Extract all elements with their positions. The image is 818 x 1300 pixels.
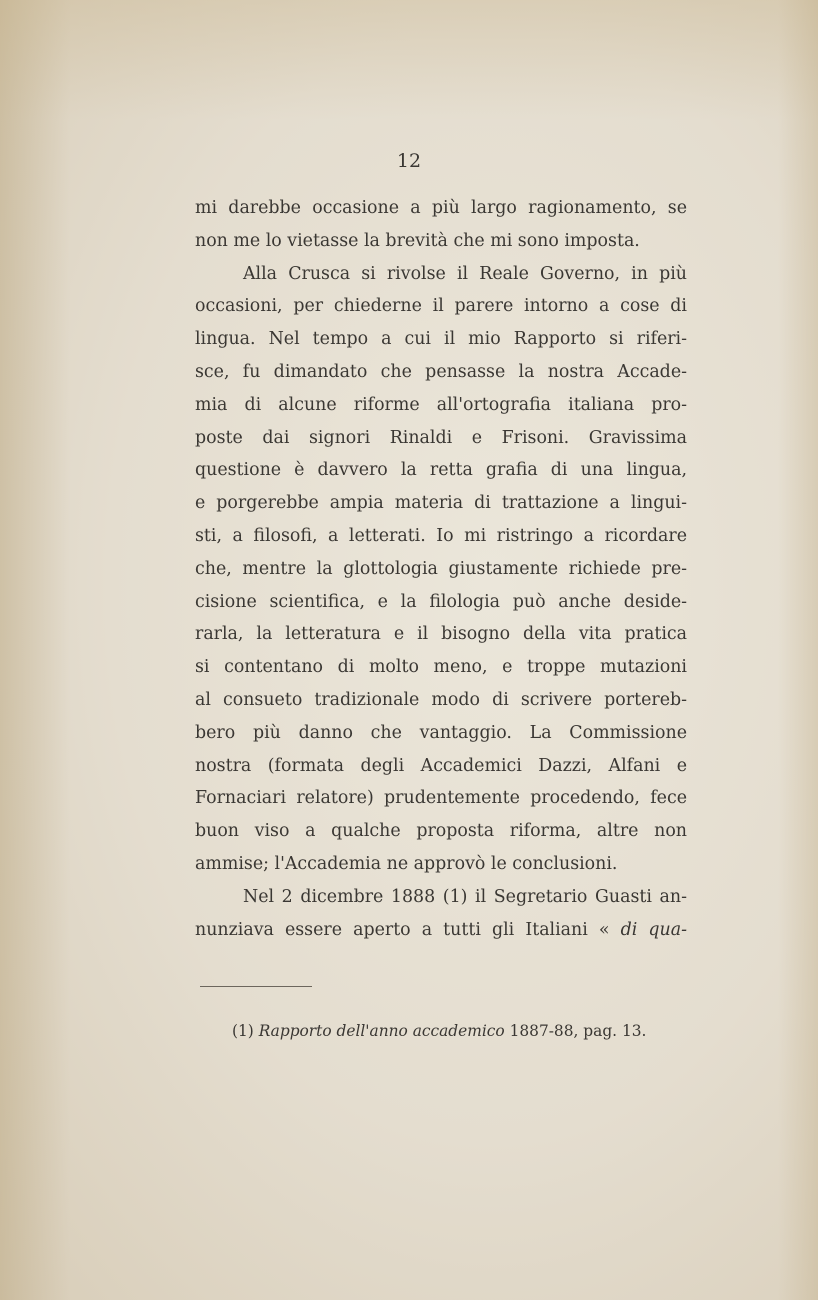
text-line: cisione scientifica, e la filologia può anche deside- (195, 591, 687, 612)
text-line: e porgerebbe ampia materia di trattazione a lingui- (195, 493, 687, 514)
text-line: nostra (formata degli Accademici Dazzi, Alfani e (195, 755, 687, 776)
text-line: che, mentre la glottologia giustamente richiede pre- (195, 558, 687, 579)
footnote-title: Rapporto dell'anno accademico (258, 1022, 505, 1040)
text-line: si contentano di molto meno, e troppe mutazioni (195, 657, 687, 678)
text-line: rarla, la letteratura e il bisogno della vita pratica (195, 624, 687, 645)
footnote-rule (200, 986, 312, 987)
page-number: 12 (396, 150, 422, 172)
text-line: lingua. Nel tempo a cui il mio Rapporto si riferi- (195, 329, 687, 350)
text-line: sce, fu dimandato che pensasse la nostra Accade- (195, 361, 687, 382)
text-line: Alla Crusca si rivolse il Reale Governo, in più (243, 263, 687, 284)
paper-stain-left (0, 0, 70, 1300)
text-line: al consueto tradizionale modo di scrivere portereb- (195, 689, 687, 710)
text-line: mi darebbe occasione a più largo ragionamento, se (195, 198, 687, 218)
paper-stain-top (0, 0, 818, 120)
text-line: sti, a filosofi, a letterati. Io mi ristringo a ricordare (195, 525, 687, 546)
footnote-rest: 1887-88, pag. 13. (509, 1022, 647, 1040)
text-line: questione è davvero la retta grafia di una lingua, (195, 460, 687, 481)
text-line-final (195, 914, 687, 947)
text-line: occasioni, per chiederne il parere intorno a cose di (195, 296, 687, 317)
text-line: poste dai signori Rinaldi e Frisoni. Gravissima (195, 427, 687, 448)
paper-stain-right (778, 0, 818, 1300)
body-text (195, 192, 687, 946)
text-line: Nel 2 dicembre 1888 (1) il Segretario Guasti an- (243, 886, 687, 907)
text-line-final-roman: nunziava essere aperto a tutti gli Italiani « (195, 919, 610, 940)
text-line: buon viso a qualche proposta riforma, altre non (195, 821, 687, 842)
footnote-marker: (1) (232, 1022, 254, 1040)
footnote (232, 1022, 692, 1040)
text-line: mia di alcune riforme all'ortografia italiana pro- (195, 394, 687, 415)
text-line: ammise; l'Accademia ne approvò le conclusioni. (195, 853, 618, 874)
text-line: Fornaciari relatore) prudentemente procedendo, fece (195, 788, 687, 809)
text-line: non me lo vietasse la brevità che mi sono imposta. (195, 230, 640, 251)
text-line-final-italic: di qua- (620, 919, 687, 940)
text-line: bero più danno che vantaggio. La Commissione (195, 722, 687, 743)
